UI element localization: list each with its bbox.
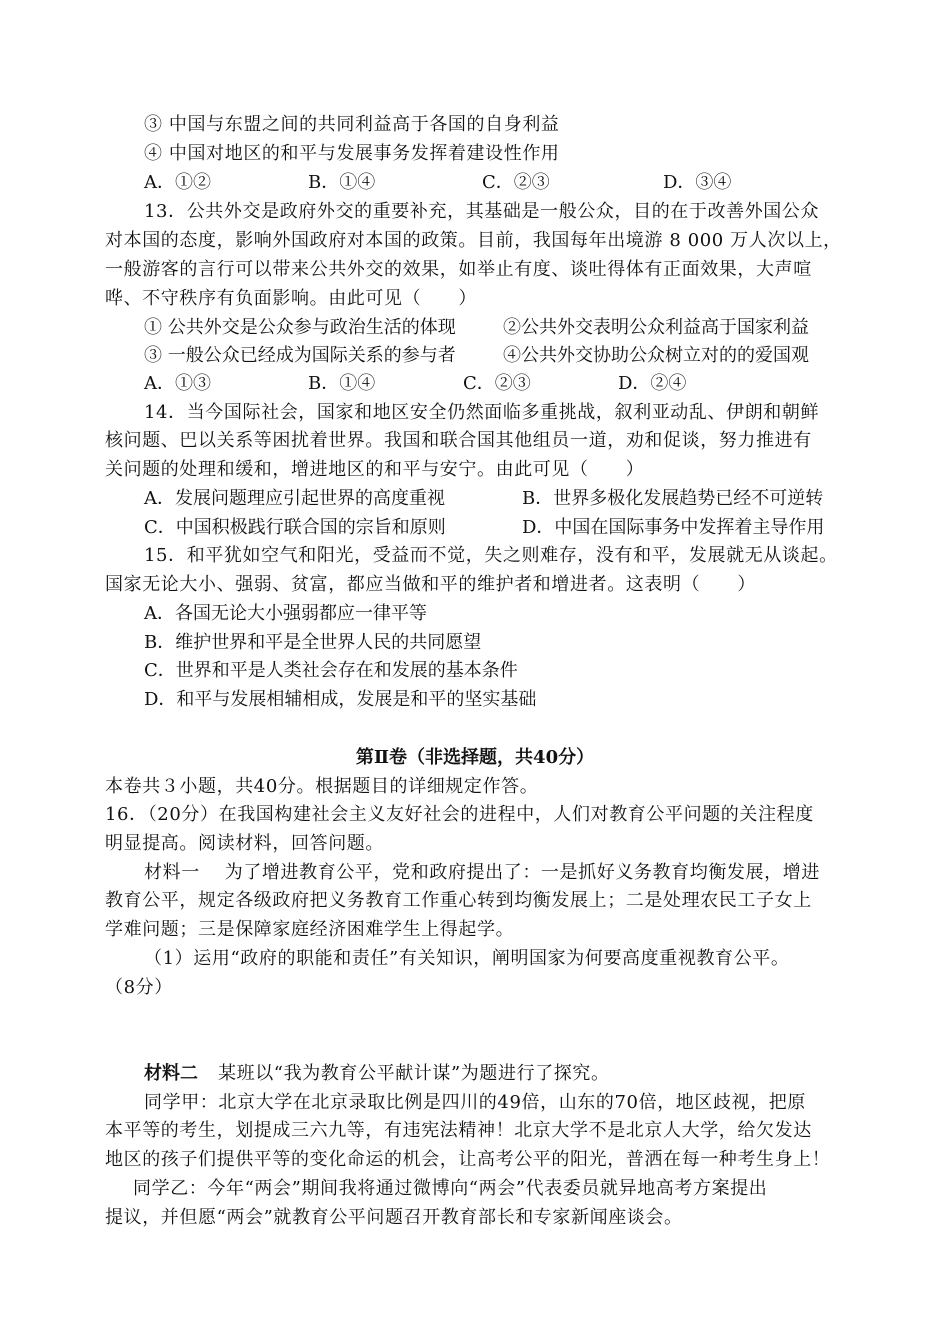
- q16-material-1-line-2: 教育公平，规定各级政府把义务教育工作重心转到均衡发展上；二是处理农民工子女上: [105, 890, 812, 911]
- q13-statement-3: ③ 一般公众已经成为国际关系的参与者: [144, 345, 456, 366]
- q16-subquestion-1-line-1: （1）运用“政府的职能和责任”有关知识，阐明国家为何要高度重视教育公平。: [144, 948, 790, 969]
- q13-option-b: B．①④: [308, 373, 376, 394]
- q14-option-d: D．中国在国际事务中发挥着主导作用: [522, 517, 825, 538]
- q14-stem-line-2: 核问题、巴以关系等困扰着世界。我国和联合国其他组员一道，劝和促谈，努力推进有: [105, 430, 812, 451]
- q16-student-a-line-3: 地区的孩子们提供平等的变化命运的机会，让高考公平的阳光，普洒在每一种考生身上！: [105, 1149, 831, 1170]
- q16-material-1-line-1: 材料一 为了增进教育公平，党和政府提出了：一是抓好义务教育均衡发展，增进: [144, 862, 820, 883]
- q14-option-b: B．世界多极化发展趋势已经不可逆转: [522, 488, 824, 509]
- q16-stem-line-1: 16．（20分）在我国构建社会主义友好社会的进程中，人们对教育公平问题的关注程度: [105, 804, 814, 825]
- q16-student-b-line-1: 同学乙：今年“两会”期间我将通过微博向“两会”代表委员就异地高考方案提出: [133, 1178, 768, 1199]
- q14-option-c: C．中国积极践行联合国的宗旨和原则: [144, 517, 446, 538]
- q13-statement-2: ②公共外交表明公众利益高于国家利益: [503, 317, 809, 338]
- q12-option-a: A．①②: [144, 172, 211, 193]
- q12-statement-4: ④ 中国对地区的和平与发展事务发挥着建设性作用: [144, 143, 560, 164]
- q13-stem-line-1: 13．公共外交是政府外交的重要补充，其基础是一般公众，目的在于改善外国公众: [144, 201, 820, 222]
- q16-stem-line-2: 明显提高。阅读材料，回答问题。: [105, 833, 384, 854]
- q13-option-a: A．①③: [144, 373, 211, 394]
- q16-student-b-line-2: 提议，并但愿“两会”就教育公平问题召开教育部长和专家新闻座谈会。: [105, 1207, 683, 1228]
- q16-subquestion-1-line-2: （8分）: [105, 977, 173, 998]
- q12-option-b: B．①④: [308, 172, 376, 193]
- q13-statement-4: ④公共外交协助公众树立对的的爱国观: [503, 345, 809, 366]
- q15-option-d: D．和平与发展相辅相成，发展是和平的坚实基础: [144, 689, 537, 710]
- q13-option-d: D．②④: [618, 373, 687, 394]
- q16-material-1-line-3: 学难问题；三是保障家庭经济困难学生上得起学。: [105, 919, 515, 940]
- q13-statement-1: ① 公共外交是公众参与政治生活的体现: [144, 317, 456, 338]
- q16-student-a-line-1: 同学甲：北京大学在北京录取比例是四川的49倍，山东的70倍，地区歧视，把原: [144, 1092, 807, 1113]
- q14-stem-line-3: 关问题的处理和缓和，增进地区的和平与安宁。由此可见（ ）: [105, 459, 645, 480]
- q15-option-b: B．维护世界和平是全世界人民的共同愿望: [144, 632, 482, 653]
- q13-stem-line-2: 对本国的态度，影响外国政府对本国的政策。目前，我国每年出境游 8 000 万人次以上，: [105, 230, 842, 251]
- q12-option-d: D．③④: [663, 172, 732, 193]
- q15-option-c: C．世界和平是人类社会存在和发展的基本条件: [144, 660, 518, 681]
- section-2-intro: 本卷共３小题，共40分。根据题目的详细规定作答。: [105, 776, 539, 797]
- q12-option-c: C．②③: [482, 172, 550, 193]
- q15-stem-line-1: 15．和平犹如空气和阳光，受益而不觉，失之则难存，没有和平，发展就无从谈起。: [144, 545, 838, 566]
- section-2-title: 第Ⅱ卷（非选择题，共40分）: [355, 747, 595, 768]
- q14-stem-line-1: 14．当今国际社会，国家和地区安全仍然面临多重挑战，叙利亚动乱、伊朗和朝鲜: [144, 402, 820, 423]
- q15-option-a: A．各国无论大小强弱都应一律平等: [144, 603, 427, 624]
- q16-student-a-line-2: 本平等的考生，划提成三六九等，有违宪法精神！北京大学不是北京人大学，给欠发达: [105, 1120, 812, 1141]
- q13-stem-line-4: 哗、不守秩序有负面影响。由此可见（ ）: [105, 288, 477, 309]
- q14-option-a: A．发展问题理应引起世界的高度重视: [144, 488, 445, 509]
- q13-option-c: C．②③: [463, 373, 531, 394]
- q16-material-2-text: 某班以“我为教育公平献计谋”为题进行了探究。: [218, 1063, 610, 1084]
- q13-stem-line-3: 一般游客的言行可以带来公共外交的效果，如举止有度、谈吐得体有正面效果，大声喧: [105, 259, 812, 280]
- q16-material-2-label: 材料二: [144, 1063, 198, 1084]
- q15-stem-line-2: 国家无论大小、强弱、贫富，都应当做和平的维护者和增进者。这表明（ ）: [105, 574, 756, 595]
- q12-statement-3: ③ 中国与东盟之间的共同利益高于各国的自身利益: [144, 114, 560, 135]
